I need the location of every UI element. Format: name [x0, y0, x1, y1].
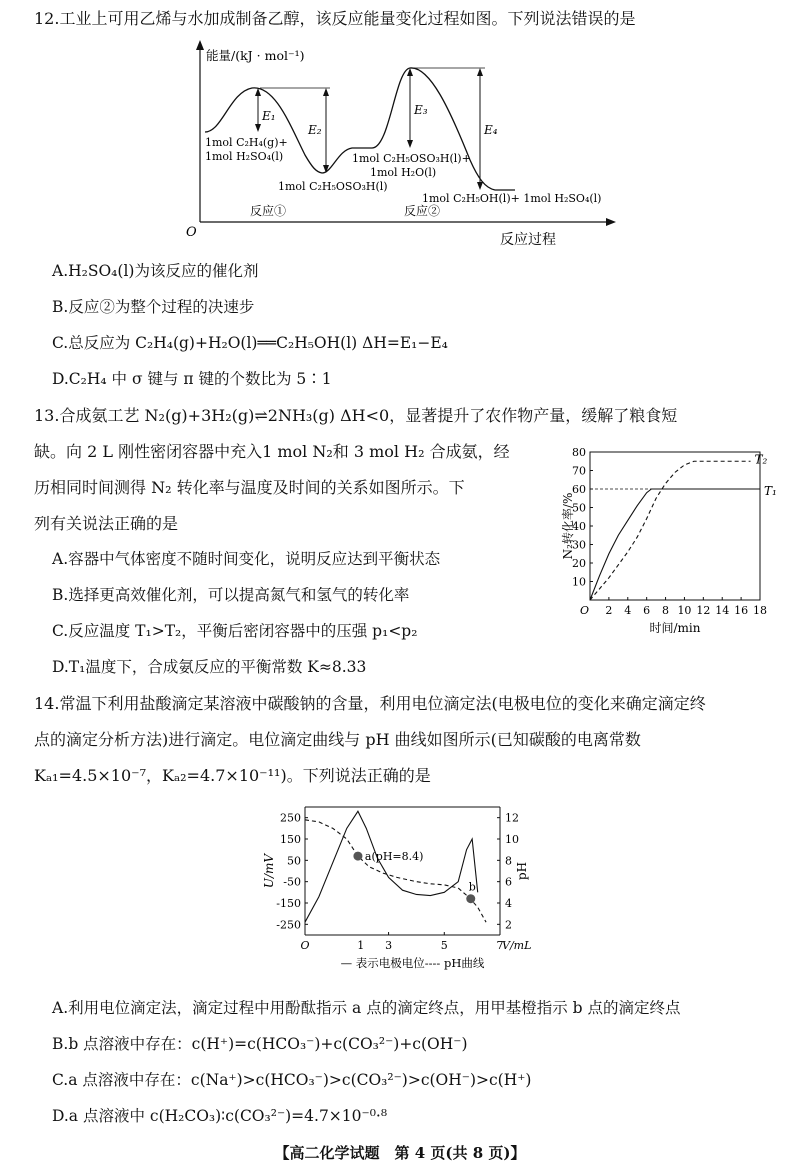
- x-tick-label: 10: [677, 604, 692, 617]
- q14-option-a: A.利用电位滴定法，滴定过程中用酚酞指示 a 点的滴定终点，用甲基橙指示 b 点的滴定终点: [52, 999, 681, 1017]
- q14-line1: 14.常温下利用盐酸滴定某溶液中碳酸钠的含量，利用电位滴定法(电极电位的变化来确定滴定终: [34, 694, 706, 713]
- y2-tick-label: 10: [505, 833, 519, 846]
- q12-option-d: D.C₂H₄ 中 σ 键与 π 键的个数比为 5∶1: [52, 370, 332, 388]
- x-tick-label: 2: [605, 604, 613, 617]
- label-int-water: 1mol C₂H₅OSO₃H(l)+: [352, 152, 471, 165]
- page-footer: 【高二化学试题 第 4 页(共 8 页)】: [274, 1144, 526, 1162]
- x-tick-label: 6: [643, 604, 651, 617]
- chart-legend: — 表示电极电位---- pH曲线: [340, 956, 485, 970]
- label-intermediate: 1mol C₂H₅OSO₃H(l): [278, 180, 388, 193]
- x-axis-label: 时间/min: [649, 621, 701, 635]
- y-tick-label: -150: [276, 897, 301, 910]
- y-tick-label: 50: [572, 501, 586, 515]
- y-tick-label: 60: [572, 483, 586, 496]
- titration-chart: [255, 795, 555, 985]
- y-tick-label: 80: [572, 446, 586, 459]
- x-tick-label: 12: [696, 604, 711, 617]
- y-tick-label: -250: [276, 918, 301, 932]
- x-axis-label: V/mL: [502, 939, 532, 952]
- label-reactants: 1mol C₂H₄(g)+: [205, 136, 288, 149]
- q13-line4: 列有关说法正确的是: [34, 514, 179, 533]
- y2-tick-label: 6: [505, 875, 512, 889]
- origin-label: O: [580, 604, 590, 617]
- energy-ylabel: 能量/(kJ · mol⁻¹): [206, 48, 305, 63]
- x-tick-label: 14: [715, 604, 730, 617]
- point-b: [466, 894, 475, 903]
- x-tick-label: O: [300, 939, 310, 952]
- q13-line3: 历相同时间测得 N₂ 转化率与温度及时间的关系如图所示。下: [34, 478, 465, 497]
- label-E1: E₁: [262, 109, 276, 123]
- energy-diagram: [0, 30, 800, 280]
- x-tick-label: 5: [440, 939, 448, 952]
- energy-curve: [205, 68, 515, 190]
- series-1-line: [305, 811, 478, 922]
- x-tick-label: 16: [734, 604, 749, 617]
- x-tick-label: 1: [357, 939, 365, 952]
- x-tick-label: 4: [624, 604, 632, 617]
- energy-xlabel: 反应过程: [500, 232, 556, 248]
- label-E3: E₃: [414, 103, 428, 117]
- x-tick-label: 18: [753, 604, 767, 617]
- y-tick-label: 50: [287, 854, 301, 868]
- y2-tick-label: 2: [505, 918, 512, 932]
- q12-option-a: A.H₂SO₄(l)为该反应的催化剂: [52, 262, 259, 280]
- q12-option-c: C.总反应为 C₂H₄(g)+H₂O(l)══C₂H₅OH(l) ΔH=E₁−E₄: [52, 334, 448, 352]
- label-step1: 反应①: [250, 204, 287, 218]
- y-tick-label: 10: [572, 575, 586, 589]
- q14-option-b: B.b 点溶液中存在：c(H⁺)=c(HCO₃⁻)+c(CO₃²⁻)+c(OH⁻): [52, 1035, 468, 1053]
- q12-option-b: B.反应②为整个过程的决速步: [52, 298, 255, 316]
- x-tick-label: 3: [385, 939, 393, 952]
- y-tick-label: 250: [280, 811, 301, 825]
- q13-option-d: D.T₁温度下，合成氨反应的平衡常数 K≈8.33: [52, 658, 367, 676]
- y2-axis-label: pH: [515, 861, 529, 881]
- y-tick-label: 40: [572, 520, 586, 533]
- x-tick-label: 8: [662, 604, 670, 617]
- q14-line2: 点的滴定分析方法)进行滴定。电位滴定曲线与 pH 曲线如图所示(已知碳酸的电离常数: [34, 730, 641, 749]
- y-axis-label: U/mV: [262, 853, 276, 889]
- y-tick-label: 20: [572, 557, 586, 570]
- energy-origin: O: [186, 225, 197, 240]
- label-water: 1mol H₂O(l): [370, 166, 437, 179]
- label-reactants2: 1mol H₂SO₄(l): [205, 150, 284, 163]
- series-1-label: T₁: [764, 484, 777, 498]
- y-tick-label: 30: [572, 538, 586, 552]
- point-b-label: b: [468, 880, 476, 894]
- label-E2: E₂: [308, 123, 322, 137]
- q13-line2: 缺。向 2 L 刚性密闭容器中充入1 mol N₂和 3 mol H₂ 合成氨，经: [34, 442, 510, 461]
- y-axis-label: N₂转化率/%: [561, 492, 575, 560]
- y2-tick-label: 8: [505, 854, 512, 868]
- series-2-line: [305, 820, 486, 922]
- y-tick-label: -50: [283, 875, 301, 889]
- q13-line1: 13.合成氨工艺 N₂(g)+3H₂(g)⇌2NH₃(g) ΔH<0，显著提升了农作物产量，缓解了粮食短: [34, 406, 678, 425]
- label-E4: E₄: [484, 123, 498, 137]
- label-products: 1mol C₂H₅OH(l)+ 1mol H₂SO₄(l): [422, 192, 602, 205]
- point-a-label: a(pH=8.4): [364, 850, 424, 864]
- point-a: [353, 852, 362, 861]
- conversion-chart: [560, 440, 790, 640]
- x-tick-label: 7: [496, 939, 504, 952]
- series-2-label: T₂: [754, 452, 768, 467]
- y-tick-label: 70: [572, 464, 586, 478]
- y-tick-label: 150: [280, 833, 301, 846]
- y2-tick-label: 4: [505, 897, 512, 910]
- q13-option-b: B.选择更高效催化剂，可以提高氮气和氢气的转化率: [52, 586, 410, 604]
- q14-option-d: D.a 点溶液中 c(H₂CO₃)∶c(CO₃²⁻)=4.7×10⁻⁰·⁸: [52, 1107, 388, 1125]
- q13-option-a: A.容器中气体密度不随时间变化，说明反应达到平衡状态: [52, 550, 441, 568]
- label-step2: 反应②: [404, 204, 441, 218]
- q13-option-c: C.反应温度 T₁>T₂，平衡后密闭容器中的压强 p₁<p₂: [52, 622, 418, 640]
- series-2-line: [590, 461, 751, 600]
- q14-line3: Kₐ₁=4.5×10⁻⁷，Kₐ₂=4.7×10⁻¹¹)。下列说法正确的是: [34, 766, 431, 785]
- plot-frame: [590, 452, 760, 600]
- y2-tick-label: 12: [505, 811, 519, 825]
- q12-stem: 12.工业上可用乙烯与水加成制备乙醇，该反应能量变化过程如图。下列说法错误的是: [34, 9, 636, 28]
- series-1-line: [590, 489, 760, 600]
- q14-option-c: C.a 点溶液中存在：c(Na⁺)>c(HCO₃⁻)>c(CO₃²⁻)>c(OH⁻)>c(H⁺): [52, 1071, 532, 1089]
